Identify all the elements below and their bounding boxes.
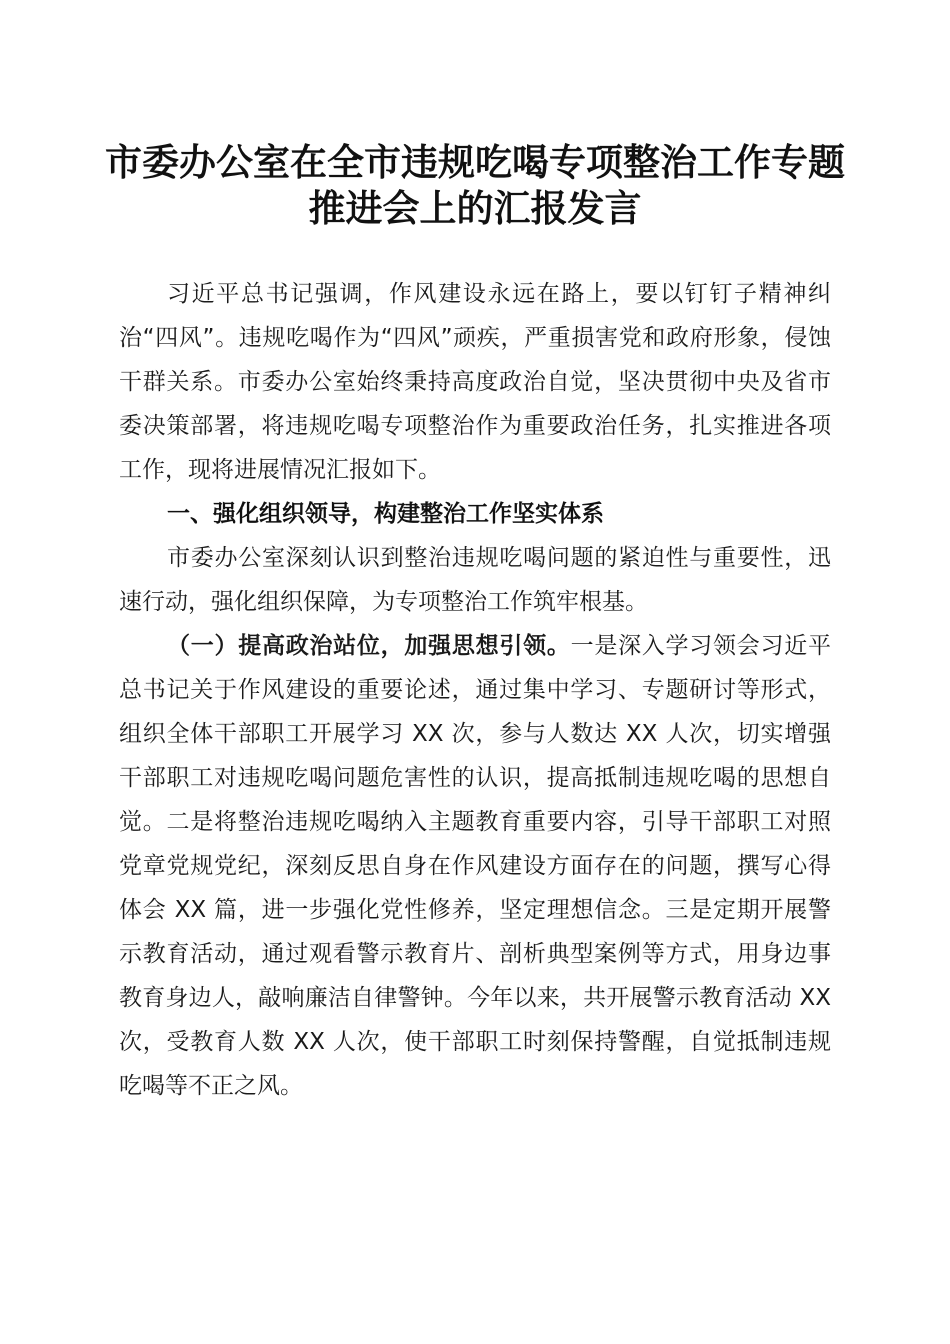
document-title-line-1: 市委办公室在全市违规吃喝专项整治工作专题 bbox=[105, 140, 845, 184]
subsection-paragraph bbox=[119, 624, 831, 1108]
intro-paragraph: 习近平总书记强调，作风建设永远在路上，要以钉钉子精神纠治“四风”。违规吃喝作为“四风”顽疾，严重损害党和政府形象，侵蚀干群关系。市委办公室始终秉持高度政治自觉，坚决贯彻中央及省市委决策部署，将违规吃喝专项整治作为重要政治任务，扎实推进各项工作，现将进展情况汇报如下。 bbox=[119, 281, 831, 483]
document-title-line-2: 推进会上的汇报发言 bbox=[308, 186, 642, 230]
subsection-lead: （一）提高政治站位，加强思想引领。 bbox=[167, 633, 571, 659]
document-body bbox=[119, 272, 831, 1108]
section-heading: 一、强化组织领导，构建整治工作坚实体系 bbox=[167, 501, 604, 527]
section-intro-paragraph: 市委办公室深刻认识到整治违规吃喝问题的紧迫性与重要性，迅速行动，强化组织保障，为专项整治工作筑牢根基。 bbox=[119, 545, 831, 615]
subsection-body: 一是深入学习领会习近平总书记关于作风建设的重要论述，通过集中学习、专题研讨等形式，组织全体干部职工开展学习 XX 次，参与人数达 XX 人次，切实增强干部职工对违规吃喝问题危害性的认识，提高抵制违规吃喝的思想自觉。二是将整治违规吃喝纳入主题教育重要内容，引导干部职工对照党章党规党纪，深刻反思自身在作风建设方面存在的问题，撰写心得体会 XX 篇，进一步强化党性修养，坚定理想信念。三是定期开展警示教育活动，通过观看警示教育片、剖析典型案例等方式，用身边事教育身边人，敲响廉洁自律警钟。今年以来，共开展警示教育活动 XX 次，受教育人数 XX 人次，使干部职工时刻保持警醒，自觉抵制违规吃喝等不正之风。 bbox=[119, 633, 832, 1099]
